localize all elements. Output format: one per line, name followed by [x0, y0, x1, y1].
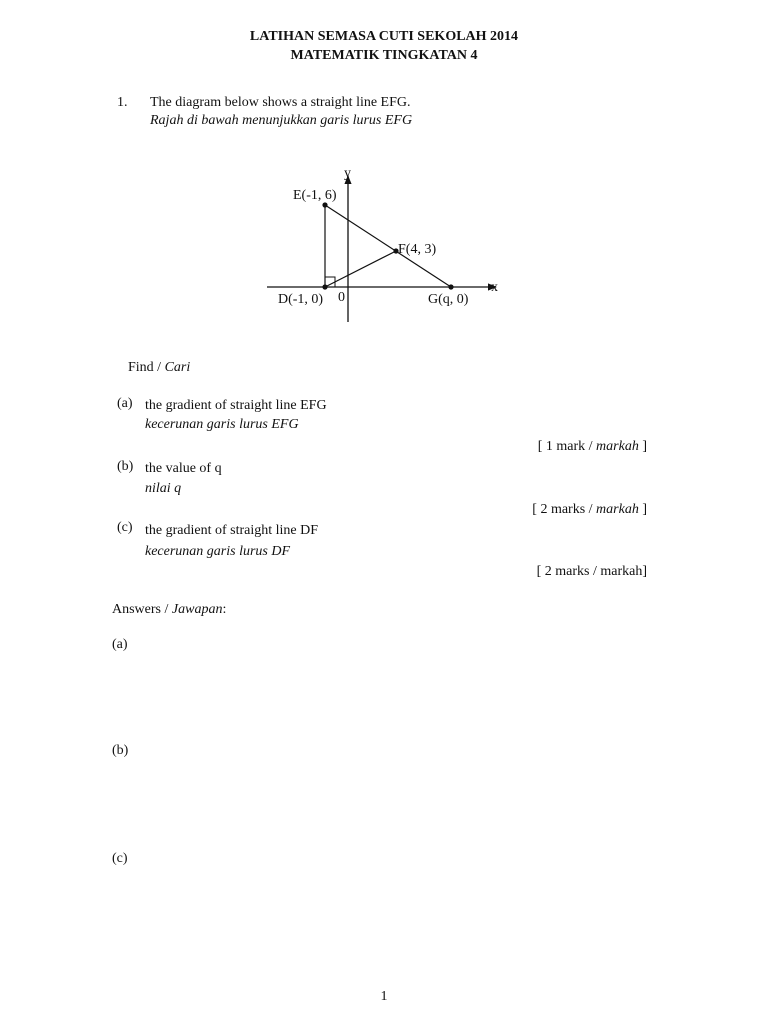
answers-heading [112, 602, 226, 618]
page-subtitle: MATEMATIK TINGKATAN 4 [290, 48, 478, 63]
part-b-marks [532, 502, 647, 518]
page-title: LATIHAN SEMASA CUTI SEKOLAH 2014 [249, 29, 519, 44]
line-df [325, 251, 396, 287]
y-axis-label: y [344, 166, 351, 181]
marks-text: [ 1 mark / [537, 439, 597, 454]
part-b-text-en: the value of q [145, 461, 222, 476]
part-b-label: (b) [117, 459, 134, 474]
question-stem-en: The diagram below shows a straight line EFG. [150, 95, 411, 110]
origin-label: 0 [338, 290, 345, 305]
part-c-text-ms: kecerunan garis lurus DF [145, 544, 291, 559]
part-a-marks [538, 439, 647, 455]
find-label-ms: Cari [164, 360, 191, 375]
question-stem-ms: Rajah di bawah menunjukkan garis lurus EFG [150, 113, 413, 128]
point-d [322, 284, 327, 289]
part-a-text-en: the gradient of straight line EFG [145, 398, 327, 413]
part-a-text-ms: kecerunan garis lurus EFG [145, 417, 299, 432]
answers-heading-ms: Jawapan [171, 602, 223, 617]
page-number: 1 [380, 989, 388, 1004]
marks-text-italic: markah [596, 439, 639, 454]
answer-b-label: (b) [112, 743, 129, 758]
answers-heading-colon: : [222, 602, 227, 617]
point-d-label: D(-1, 0) [278, 292, 324, 307]
point-g-label: G(q, 0) [428, 292, 469, 307]
x-axis-label: x [491, 280, 498, 295]
answer-c-label: (c) [112, 851, 128, 866]
point-f-label: F(4, 3) [398, 242, 437, 257]
marks-text-close: ] [638, 439, 647, 454]
find-label-en: Find / [128, 360, 165, 375]
question-number: 1. [117, 95, 128, 110]
point-e [322, 202, 327, 207]
marks-text: [ 2 marks / [532, 502, 597, 517]
part-c-text-en: the gradient of straight line DF [145, 523, 319, 538]
part-b-text-ms: nilai q [145, 481, 182, 496]
part-c-marks [537, 564, 647, 580]
part-a-label: (a) [117, 396, 133, 411]
answer-a-label: (a) [112, 637, 128, 652]
marks-text: [ 2 marks / markah] [536, 564, 647, 579]
answers-heading-en: Answers / [112, 602, 172, 617]
straight-line-diagram [262, 160, 508, 328]
point-e-label: E(-1, 6) [293, 188, 337, 203]
marks-text-italic: markah [596, 502, 639, 517]
part-c-label: (c) [117, 520, 133, 535]
marks-text-close: ] [638, 502, 647, 517]
find-prompt [128, 360, 190, 376]
point-g [448, 284, 453, 289]
